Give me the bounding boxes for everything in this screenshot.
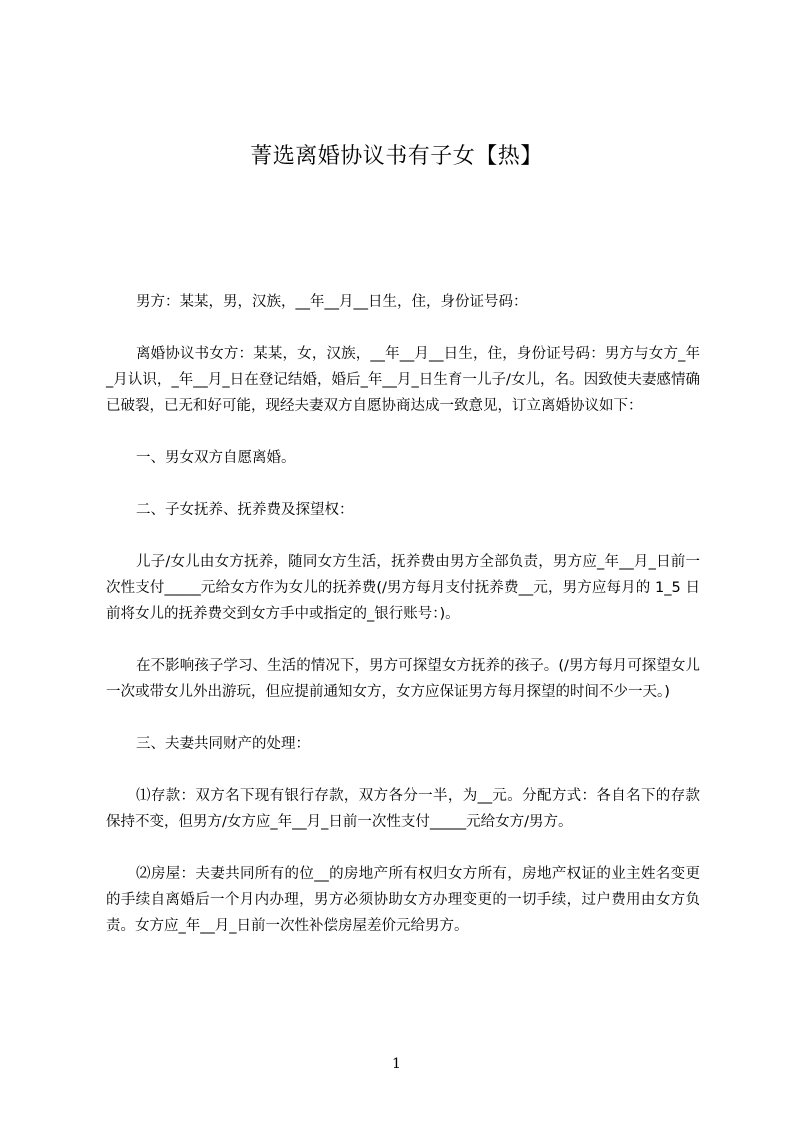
paragraph-clause-2-heading: 二、子女抚养、抚养费及探望权： xyxy=(136,502,354,518)
paragraph-man-info: 男方：某某，男，汉族，__年__月__日生，住，身份证号码： xyxy=(136,294,528,310)
paragraph-woman-info: 离婚协议书女方：某某，女，汉族，__年__月__日生，住，身份证号码：男方与女方_年_月认识，_年__月_日在登记结婚，婚后_年__月_日生育一儿子/女儿，名。因致使夫妻感情确已破裂，已无和好可能，现经夫妻双方自愿协商达成一致意见，订立离婚协议如下： xyxy=(106,346,700,414)
paragraph-clause-1: 一、男女双方自愿离婚。 xyxy=(136,450,296,466)
document-title: 菁选离婚协议书有子女【热】 xyxy=(250,144,543,169)
paragraph-deposits: ⑴存款：双方名下现有银行存款，双方各分一半，为__元。分配方式：各自名下的存款保持不变，但男方/女方应_年__月_日前一次性支付_____元给女方/男方。 xyxy=(106,788,700,830)
paragraph-child-support: 儿子/女儿由女方抚养，随同女方生活，抚养费由男方全部负责，男方应_年__月_日前一次性支付_____元给女方作为女儿的抚养费(/男方每月支付抚养费__元，男方应每月的 1_5 日前将女儿的抚养费交到女方手中或指定的_银行账号：)。 xyxy=(106,554,700,622)
paragraph-house: ⑵房屋：夫妻共同所有的位__的房地产所有权归女方所有，房地产权证的业主姓名变更的手续自离婚后一个月内办理，男方必须协助女方办理变更的一切手续，过户费用由女方负责。女方应_年__月_日前一次性补偿房屋差价元给男方。 xyxy=(106,866,700,934)
page-number: 1 xyxy=(392,1056,401,1072)
document-body xyxy=(106,289,700,965)
paragraph-visitation: 在不影响孩子学习、生活的情况下，男方可探望女方抚养的孩子。(/男方每月可探望女儿一次或带女儿外出游玩，但应提前通知女方，女方应保证男方每月探望的时间不少一天。) xyxy=(106,658,700,700)
paragraph-clause-3-heading: 三、夫妻共同财产的处理： xyxy=(136,736,310,752)
